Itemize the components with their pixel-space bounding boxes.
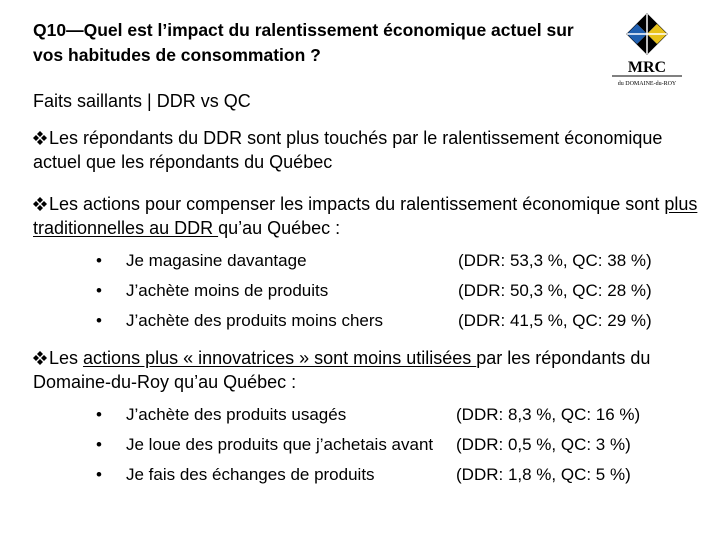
key-point-2-text: Les actions pour compenser les impacts du ralentissement économique sont <box>49 194 665 214</box>
mrc-logo <box>600 10 695 92</box>
list-item <box>96 246 696 276</box>
list-item <box>96 430 696 460</box>
question-text: Quel est l’impact du ralentissement économique actuel sur vos habitudes de consommation ? <box>33 20 574 65</box>
logo-name: MRC <box>627 59 667 76</box>
slide-title <box>33 18 593 68</box>
diamond-cluster-icon <box>33 192 49 216</box>
innovative-actions-list <box>96 400 696 490</box>
bullet-dot: • <box>96 465 102 484</box>
bullet-dot: • <box>96 405 102 424</box>
list-item <box>96 400 696 430</box>
key-point-2-end: qu’au Québec : <box>218 218 341 238</box>
key-point-2-underlined: plus traditionnelles au DDR <box>33 194 698 238</box>
list-item-label: Je loue des produits que j’achetais avant <box>126 435 434 454</box>
bullet-dot: • <box>96 251 102 270</box>
list-item <box>96 306 696 336</box>
diamond-cluster-icon <box>33 126 49 150</box>
list-item-label: J’achète des produits usagés <box>126 405 347 424</box>
key-point-3-underlined: actions plus « innovatrices » sont moins utilisées <box>83 348 477 368</box>
list-item-value: (DDR: 8,3 %, QC: 16 %) <box>456 405 641 424</box>
traditional-actions-list <box>96 246 696 336</box>
logo-subtitle: du DOMAINE-du-ROY <box>617 81 677 87</box>
list-item <box>96 276 696 306</box>
key-point-3-text: Les <box>49 348 84 368</box>
bullet-dot: • <box>96 311 102 330</box>
question-number: Q10— <box>33 20 84 40</box>
list-item-label: Je fais des échanges de produits <box>126 465 375 484</box>
diamond-cluster-icon <box>33 346 49 370</box>
list-item <box>96 460 696 490</box>
key-point-3-end: par les répondants du Domaine-du-Roy qu’au Québec : <box>33 348 651 392</box>
bullet-dot: • <box>96 281 102 300</box>
list-item-label: J’achète des produits moins chers <box>126 311 384 330</box>
mrc-logo-graphic <box>600 10 695 92</box>
list-item-label: Je magasine davantage <box>126 251 307 270</box>
list-item-value: (DDR: 53,3 %, QC: 38 %) <box>458 251 652 270</box>
list-item-value: (DDR: 0,5 %, QC: 3 %) <box>456 435 631 454</box>
list-item-value: (DDR: 50,3 %, QC: 28 %) <box>458 281 652 300</box>
section-subtitle: Faits saillants | DDR vs QC <box>33 91 251 111</box>
list-item-label: J’achète moins de produits <box>126 281 329 300</box>
bullet-dot: • <box>96 435 102 454</box>
key-point-1-text: Les répondants du DDR sont plus touchés par le ralentissement économique actuel que les répondants du Québec <box>33 128 663 172</box>
key-point-1 <box>33 126 703 174</box>
list-item-value: (DDR: 1,8 %, QC: 5 %) <box>456 465 631 484</box>
key-point-2 <box>33 192 703 240</box>
list-item-value: (DDR: 41,5 %, QC: 29 %) <box>458 311 652 330</box>
key-point-3 <box>33 346 703 394</box>
